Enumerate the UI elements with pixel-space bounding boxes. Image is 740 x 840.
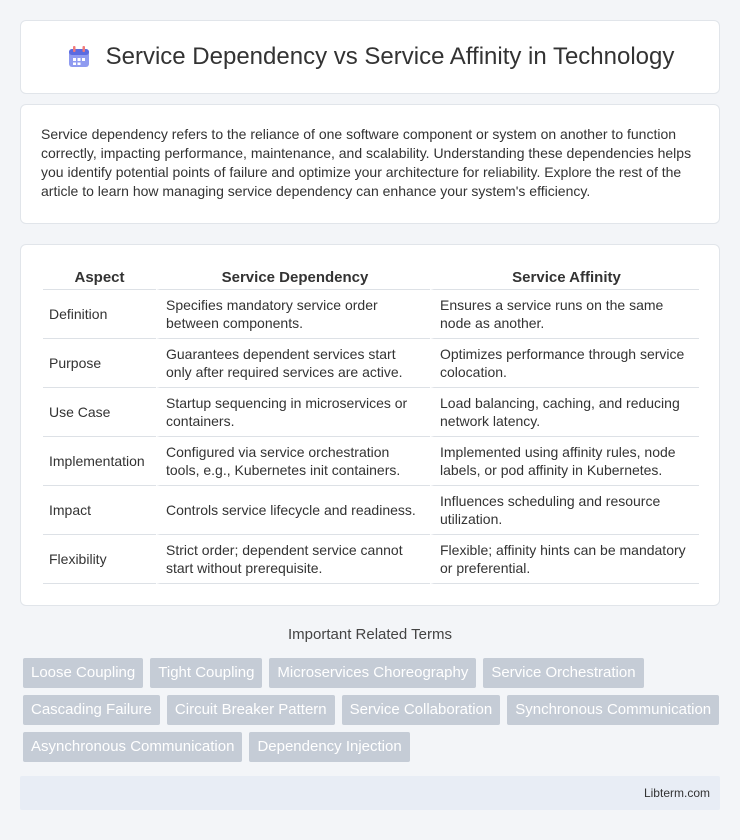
cell-affinity: Optimizes performance through service colocation. <box>430 339 699 388</box>
table-row <box>43 290 699 339</box>
table-header-row <box>43 265 699 290</box>
footer-site-link[interactable]: Libterm.com <box>643 786 710 800</box>
term-tag[interactable]: Service Collaboration <box>342 695 501 725</box>
footer <box>20 776 720 810</box>
cell-affinity: Flexible; affinity hints can be mandatory or preferential. <box>430 535 699 584</box>
table-row <box>43 535 699 584</box>
cell-dependency: Controls service lifecycle and readiness. <box>156 486 430 535</box>
cell-aspect: Definition <box>43 290 156 339</box>
header-card <box>20 20 720 94</box>
term-tag[interactable]: Tight Coupling <box>150 658 262 688</box>
related-terms-list <box>23 658 723 762</box>
cell-affinity: Load balancing, caching, and reducing network latency. <box>430 388 699 437</box>
cell-aspect: Implementation <box>43 437 156 486</box>
cell-aspect: Flexibility <box>43 535 156 584</box>
table-row <box>43 339 699 388</box>
header-aspect: Aspect <box>43 265 156 290</box>
cell-aspect: Impact <box>43 486 156 535</box>
table-row <box>43 437 699 486</box>
table-row <box>43 388 699 437</box>
term-tag[interactable]: Synchronous Communication <box>507 695 719 725</box>
intro-card <box>20 104 720 224</box>
intro-text: Service dependency refers to the reliance of one software component or system on another to function correctly, impacting performance, maintenance, and scalability. Understanding these dependencies helps you identify potential points of failure and optimize your architecture for reliability. Explore the rest of the article to learn how managing service dependency can enhance your system's efficiency. <box>41 126 692 199</box>
term-tag[interactable]: Loose Coupling <box>23 658 143 688</box>
term-tag[interactable]: Dependency Injection <box>249 732 409 762</box>
term-tag[interactable]: Circuit Breaker Pattern <box>167 695 335 725</box>
cell-aspect: Use Case <box>43 388 156 437</box>
header-affinity: Service Affinity <box>430 265 699 290</box>
cell-dependency: Configured via service orchestration tools, e.g., Kubernetes init containers. <box>156 437 430 486</box>
cell-dependency: Specifies mandatory service order between components. <box>156 290 430 339</box>
calendar-icon <box>66 44 92 70</box>
term-tag[interactable]: Service Orchestration <box>483 658 643 688</box>
header-dependency: Service Dependency <box>156 265 430 290</box>
comparison-table <box>43 265 699 584</box>
cell-dependency: Strict order; dependent service cannot start without prerequisite. <box>156 535 430 584</box>
term-tag[interactable]: Asynchronous Communication <box>23 732 242 762</box>
related-terms-title: Important Related Terms <box>288 626 452 643</box>
table-row <box>43 486 699 535</box>
term-tag[interactable]: Microservices Choreography <box>269 658 476 688</box>
cell-affinity: Influences scheduling and resource utilization. <box>430 486 699 535</box>
comparison-table-card <box>20 244 720 606</box>
cell-affinity: Ensures a service runs on the same node as another. <box>430 290 699 339</box>
cell-dependency: Startup sequencing in microservices or containers. <box>156 388 430 437</box>
term-tag[interactable]: Cascading Failure <box>23 695 160 725</box>
cell-aspect: Purpose <box>43 339 156 388</box>
cell-affinity: Implemented using affinity rules, node labels, or pod affinity in Kubernetes. <box>430 437 699 486</box>
page-title: Service Dependency vs Service Affinity in Technology <box>105 43 675 70</box>
cell-dependency: Guarantees dependent services start only after required services are active. <box>156 339 430 388</box>
